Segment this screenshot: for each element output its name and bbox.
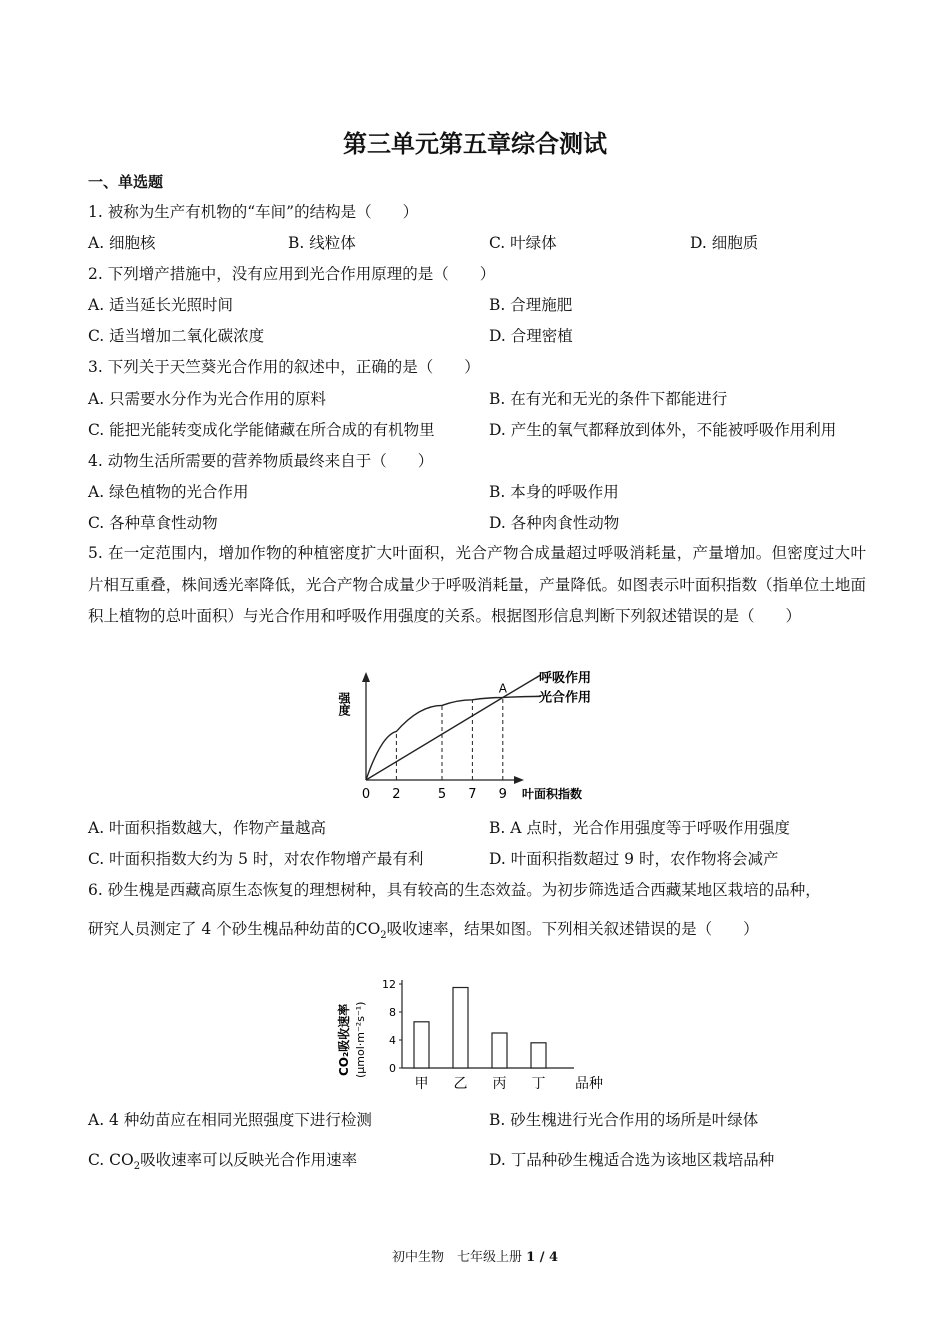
question-2-option-a: A. 适当延长光照时间 <box>88 296 234 314</box>
chart2-y-label: CO₂吸收速率 <box>337 1003 351 1076</box>
question-5-stem: 5. 在一定范围内，增加作物的种植密度扩大叶面积，光合产物合成量超过呼吸消耗量，产量增加。但密度过大叶片相互重叠，株间透光率降低，光合产物合成量少于呼吸消耗量，产量降低。如图表示叶面积指数（指单位土地面积上植物的总叶面积）与光合作用和呼吸作用强度的关系。根据图形信息判断下列叙述错误的是（ ） <box>88 544 866 625</box>
question-2-option-c: C. 适当增加二氧化碳浓度 <box>88 327 265 345</box>
question-2-option-b: B. 合理施肥 <box>489 296 573 314</box>
page-footer <box>0 1246 950 1265</box>
q6-optc-pre: C. <box>88 1151 110 1169</box>
question-6-option-b: B. 砂生槐进行光合作用的场所是叶绿体 <box>489 1111 759 1129</box>
question-4-option-a: A. 绿色植物的光合作用 <box>88 483 249 501</box>
chart1-y-arrow <box>362 672 370 682</box>
question-1-option-a: A. 细胞核 <box>88 234 156 252</box>
chart2-y-tick: 4 <box>389 1034 396 1047</box>
chart2-bar-0 <box>414 1022 429 1068</box>
question-1-stem: 1. 被称为生产有机物的“车间”的结构是（ ） <box>88 203 419 221</box>
chart1-legend-photosynthesis: 光合作用 <box>539 690 592 706</box>
page-number: 1 / 4 <box>526 1250 559 1265</box>
question-1-option-c: C. 叶绿体 <box>489 234 557 252</box>
question-6-stem-line1: 6. 砂生槐是西藏高原生态恢复的理想树种，具有较高的生态效益。为初步筛选适合西藏某地区栽培的品种， <box>88 881 821 899</box>
chart1-series-respiration <box>366 675 541 780</box>
chart2-y-tick: 12 <box>382 978 396 991</box>
chart2-bar-2 <box>492 1033 507 1068</box>
page-title: 第三单元第五章综合测试 <box>343 130 607 158</box>
chart1-legend-respiration: 呼吸作用 <box>539 671 592 686</box>
chart2-y-tick: 0 <box>389 1062 396 1075</box>
question-5-option-b: B. A 点时，光合作用强度等于呼吸作用强度 <box>489 819 790 837</box>
q6-stem-post: 吸收速率，结果如图。下列相关叙述错误的是（ ） <box>386 920 759 938</box>
chart2-y-tick: 8 <box>389 1006 396 1019</box>
chart2-x-tick: 丁 <box>531 1076 546 1092</box>
chart1-x-tick: 7 <box>468 787 477 802</box>
question-5-option-d: D. 叶面积指数超过 9 时，农作物将会减产 <box>489 850 779 868</box>
question-6-option-a: A. 4 种幼苗应在相同光照强度下进行检测 <box>88 1111 372 1129</box>
chart2-y-unit: (μmol·m⁻²s⁻¹) <box>354 1001 367 1078</box>
chart1-point-a-label: A <box>498 681 508 696</box>
chart2-x-tick: 乙 <box>453 1076 468 1092</box>
chart2-x-tick: 甲 <box>414 1076 429 1092</box>
question-5-line-chart <box>330 664 620 806</box>
chart1-x-label: 叶面积指数 <box>522 787 583 801</box>
chart1-x-tick: 9 <box>498 787 507 802</box>
chart2-x-tick: 丙 <box>492 1076 507 1092</box>
question-4-option-c: C. 各种草食性动物 <box>88 514 218 532</box>
chart2-x-label: 品种 <box>575 1076 603 1092</box>
q6-optc-sub: 2 <box>133 1161 141 1173</box>
question-6-option-d: D. 丁品种砂生槐适合选为该地区栽培品种 <box>489 1151 775 1169</box>
q6-optc-post: 吸收速率可以反映光合作用速率 <box>140 1151 358 1169</box>
question-3-option-b: B. 在有光和无光的条件下都能进行 <box>489 390 728 408</box>
question-1-option-d: D. 细胞质 <box>690 234 759 252</box>
question-5-option-c: C. 叶面积指数大约为 5 时，对农作物增产最有利 <box>88 850 424 868</box>
footer-text: 初中生物 七年级上册 <box>391 1250 527 1265</box>
question-3-stem: 3. 下列关于天竺葵光合作用的叙述中，正确的是（ ） <box>88 358 480 376</box>
chart2-bar-3 <box>531 1043 546 1068</box>
section-heading: 一、单选题 <box>88 173 164 191</box>
question-5-option-a: A. 叶面积指数越大，作物产量越高 <box>88 819 327 837</box>
chart1-x-tick: 0 <box>361 787 371 802</box>
q6-stem-pre: 研究人员测定了 4 个砂生槐品种幼苗的 <box>88 920 356 938</box>
question-2-stem: 2. 下列增产措施中，没有应用到光合作用原理的是（ ） <box>88 265 496 283</box>
q6-optc-co: CO <box>109 1151 134 1169</box>
question-3-option-d: D. 产生的氧气都释放到体外，不能被呼吸作用利用 <box>489 421 837 439</box>
question-3-option-a: A. 只需要水分作为光合作用的原料 <box>88 390 327 408</box>
chart1-x-arrow <box>514 776 524 784</box>
question-2-option-d: D. 合理密植 <box>489 327 573 345</box>
question-3-option-c: C. 能把光能转变成化学能储藏在所合成的有机物里 <box>88 421 435 439</box>
question-6-stem-line2 <box>88 919 759 946</box>
question-6-bar-chart <box>330 972 620 1096</box>
question-4-stem: 4. 动物生活所需要的营养物质最终来自于（ ） <box>88 452 434 470</box>
chart2-bar-1 <box>453 988 468 1069</box>
chart1-y-label: 强度 <box>337 692 351 716</box>
q6-stem-co: CO <box>355 920 381 938</box>
chart1-x-tick: 5 <box>437 787 447 802</box>
chart1-x-tick: 2 <box>392 787 401 802</box>
question-4-option-b: B. 本身的呼吸作用 <box>489 483 619 501</box>
question-6-option-c <box>88 1150 357 1177</box>
question-1-option-b: B. 线粒体 <box>288 234 356 252</box>
q6-stem-sub: 2 <box>380 930 387 942</box>
chart1-series-photosynthesis <box>366 696 541 780</box>
question-4-option-d: D. 各种肉食性动物 <box>489 514 620 532</box>
